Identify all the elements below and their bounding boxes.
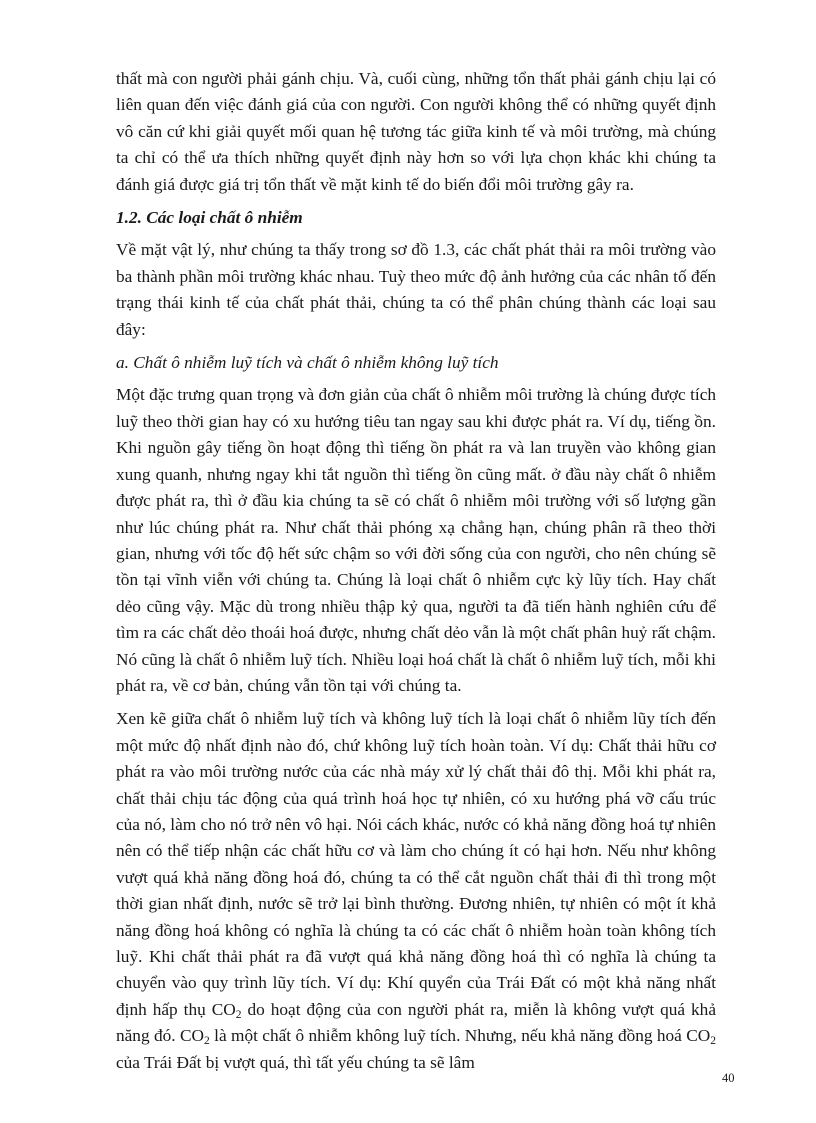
paragraph-cumulative: Một đặc trưng quan trọng và đơn giản của chất ô nhiễm môi trường là chúng được tích luỹ theo thời gian hay có xu hướng tiêu tan ngay sau khi được phát ra. Ví dụ, tiếng ồn. Khi nguồn gây tiếng ồn hoạt động thì tiếng ồn phát ra và lan truyền vào không gian xung quanh, nhưng ngay khi tắt nguồn thì tiếng ồn cũng mất. ở đầu này chất ô nhiễm được phát ra, thì ở đầu kia chúng ta sẽ có chất ô nhiễm môi trường với số lượng gần như lúc chúng phát ra. Như chất thải phóng xạ chẳng hạn, chúng phân rã theo thời gian, nhưng với tốc độ hết sức chậm so với đời sống của con người, cho nên chúng sẽ tồn tại vĩnh viễn với chúng ta. Chúng là loại chất ô nhiễm cực kỳ lũy tích. Hay chất dẻo cũng vậy. Mặc dù trong nhiều thập kỷ qua, người ta đã tiến hành nghiên cứu để tìm ra các chất dẻo thoái hoá được, nhưng chất dẻo vẫn là một chất phân huỷ rất chậm. Nó cũng là chất ô nhiễm luỹ tích. Nhiều loại hoá chất là chất ô nhiễm luỹ tích, mỗi khi phát ra, về cơ bản, chúng vẫn tồn tại với chúng ta. [116, 385, 716, 695]
text-run: Xen kẽ giữa chất ô nhiễm luỹ tích và không luỹ tích là loại chất ô nhiễm lũy tích đến một mức độ nhất định nào đó, chứ không luỹ tích hoàn toàn. Ví dụ: Chất thải hữu cơ phát ra vào môi trường nước của các nhà máy xử lý chất thải đô thị. Mỗi khi phát ra, chất thải chịu tác động của quá trình hoá học tự nhiên, có xu hướng phá vỡ cấu trúc của nó, làm cho nó trở nên vô hại. Nói cách khác, nước có khả năng đồng hoá tự nhiên nên có thể tiếp nhận các chất hữu cơ và làm cho chúng ít có hại hơn. Nếu như không vượt quá khả năng đồng hoá đó, chúng ta có thể cắt nguồn chất thải đi thì trong một thời gian nhất định, nước sẽ trở lại bình thường. Đương nhiên, tự nhiên có một ít khả năng đồng hoá không có nghĩa là chúng ta có các chất ô nhiễm hoàn toàn không tích luỹ. Khi chất thải phát ra đã vượt quá khả năng đồng hoá thì có nghĩa là chúng ta chuyển vào quy trình lũy tích. Ví dụ: Khí quyển của Trái Đất có một khả năng nhất định hấp thụ CO [116, 709, 716, 1019]
document-page [116, 66, 716, 1083]
paragraph-physical: Về mặt vật lý, như chúng ta thấy trong sơ đồ 1.3, các chất phát thải ra môi trường vào ba thành phần môi trường khác nhau. Tuỳ theo mức độ ảnh hưởng của các nhân tố đến trạng thái kinh tế của chất phát thải, chúng ta có thể phân chúng thành các loại sau đây: [116, 240, 716, 339]
subscript: 2 [235, 1008, 242, 1021]
text-run: do hoạt động của con người phát ra, miễn là không vượt quá khả năng đó. CO [116, 999, 716, 1046]
subsection-heading: a. Chất ô nhiễm luỹ tích và chất ô nhiễm không luỹ tích [116, 353, 499, 373]
text-run: của Trái Đất bị vượt quá, thì tất yếu chúng ta sẽ lâm [116, 1052, 475, 1072]
paragraph-intermediate [116, 706, 716, 1076]
section-heading: 1.2. Các loại chất ô nhiễm [116, 208, 303, 228]
page-number: 40 [722, 1071, 735, 1085]
subscript: 2 [204, 1035, 210, 1048]
paragraph-intro: thất mà con người phải gánh chịu. Và, cuối cùng, những tổn thất phải gánh chịu lại có liên quan đến việc đánh giá của con người. Con người không thể có những quyết định vô căn cứ khi giải quyết mối quan hệ tương tác giữa kinh tế và môi trường, mà chúng ta chỉ có thể ưa thích những quyết định này hơn so với lựa chọn khác khi chúng ta đánh giá được giá trị tổn thất về mặt kinh tế do biến đổi môi trường gây ra. [116, 69, 716, 194]
subscript: 2 [710, 1035, 717, 1048]
text-run: là một chất ô nhiễm không luỹ tích. Nhưng, nếu khả năng đồng hoá CO [209, 1026, 711, 1046]
